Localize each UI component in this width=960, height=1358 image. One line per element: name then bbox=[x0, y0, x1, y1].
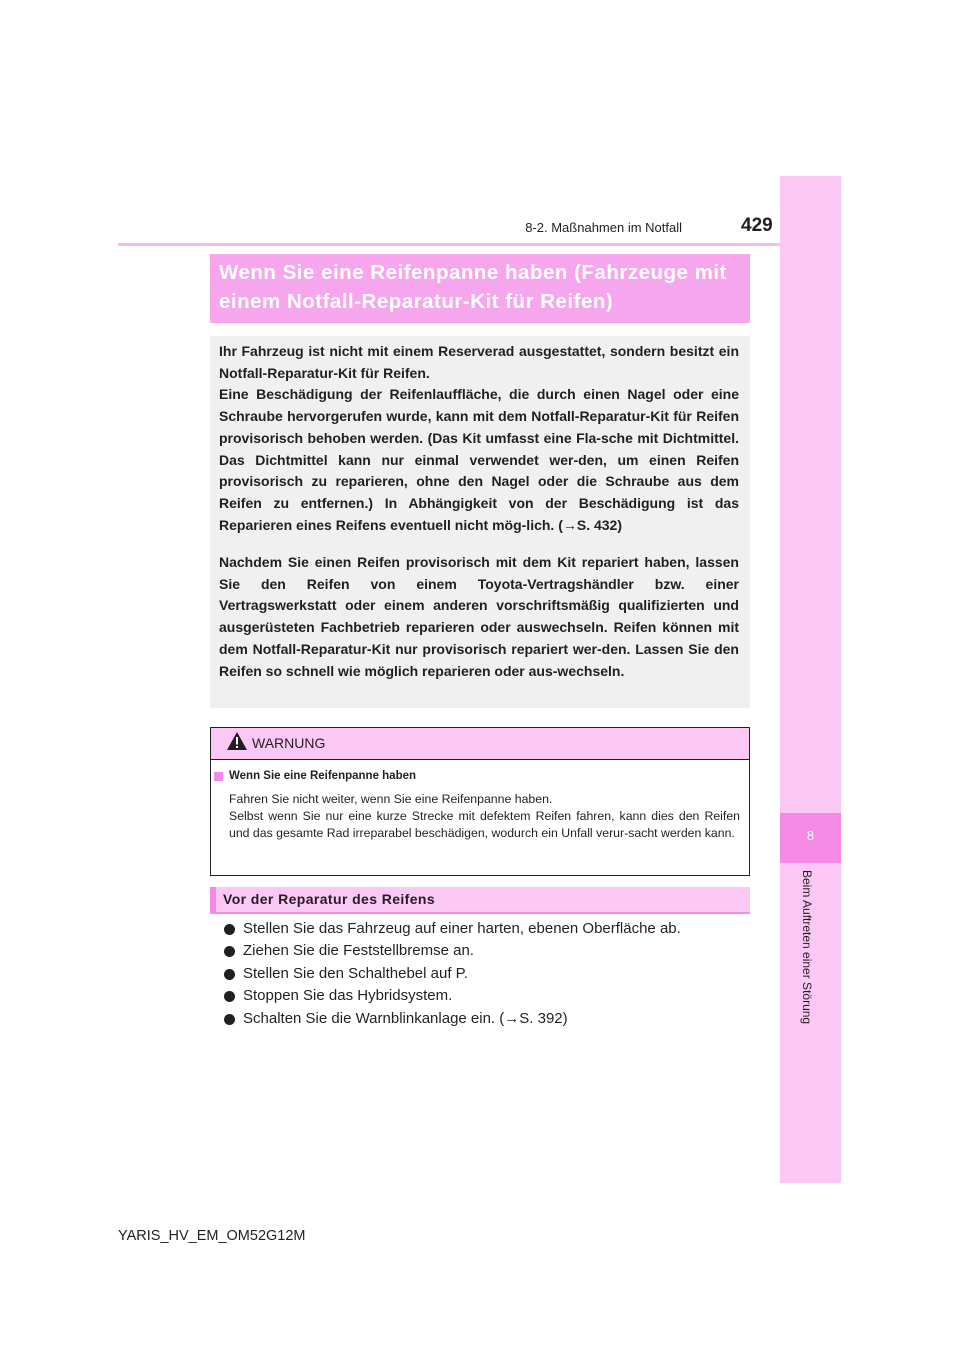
step-item: Stoppen Sie das Hybridsystem. bbox=[243, 987, 453, 1004]
chapter-label-text: Beim Auftreten einer Störung bbox=[800, 870, 814, 1025]
warning-header-rule bbox=[211, 759, 749, 760]
page-number: 429 bbox=[741, 215, 773, 236]
chapter-number: 8 bbox=[806, 828, 815, 843]
subsection-rule bbox=[210, 912, 750, 914]
warning-paragraph-2: Selbst wenn Sie nur eine kurze Strecke mit defektem Reifen fahren, kann dies den Reifen und das gesamte Rad irreparabel beschädigen, wodurch ein Unfall verur-sacht werden kann. bbox=[229, 809, 740, 840]
section-title: 8-2. Maßnahmen im Notfall bbox=[525, 220, 682, 235]
header-rule bbox=[118, 243, 780, 246]
page-title: Wenn Sie eine Reifenpanne haben (Fahrzeuge mit einem Notfall-Reparatur-Kit für Reifen) bbox=[219, 261, 727, 313]
warning-title: WARNUNG bbox=[252, 735, 326, 751]
subsection-title: Vor der Reparatur des Reifens bbox=[223, 891, 436, 907]
subsection-accent-bar bbox=[210, 887, 216, 912]
document-code: YARIS_HV_EM_OM52G12M bbox=[118, 1228, 306, 1244]
intro-paragraph-1: Ihr Fahrzeug ist nicht mit einem Reserverad ausgestattet, sondern besitzt ein Notfall-Reparatur-Kit für Reifen. Eine Beschädigung der Reifenlauffläche, die durch einen Nagel oder eine Schraube hervorgerufen wurde, kann mit dem Notfall-Reparatur-Kit für Reifen provisorisch behoben werden. (Das Kit umfasst eine Fla-sche mit Dichtmittel. Das Dichtmittel kann nur einmal verwendet wer-den, um einen Reifen provisorisch zu reparieren, ohne den Nagel oder die Schraube aus dem Reifen zu entfernen.) In Abhängigkeit von der Beschädigung ist das Reparieren eines Reifens eventuell nicht mög-lich. (→S. 432) bbox=[219, 343, 739, 533]
bullet-dot-icon bbox=[224, 924, 235, 935]
step-item: Schalten Sie die Warnblinkanlage ein. (→S. 392) bbox=[243, 1010, 568, 1027]
bullet-dot-icon bbox=[224, 946, 235, 957]
warning-subtitle: Wenn Sie eine Reifenpanne haben bbox=[229, 770, 417, 782]
chapter-label bbox=[797, 870, 817, 1050]
warning-paragraph-1: Fahren Sie nicht weiter, wenn Sie eine Reifenpanne haben. bbox=[229, 792, 553, 806]
intro-paragraph-2: Nachdem Sie einen Reifen provisorisch mit dem Kit repariert haben, lassen Sie den Reifen von einem Toyota-Vertragshändler bzw. einer Vertragswerkstatt oder einem anderen vorschriftsmäßig qualifizierten und ausgerüsteten Fachbetrieb reparieren oder auswechseln. Reifen können mit dem Notfall-Reparatur-Kit nur provisorisch repariert wer-den. Lassen Sie den Reifen so schnell wie möglich reparieren oder aus-wechseln. bbox=[219, 554, 739, 679]
step-item: Ziehen Sie die Feststellbremse an. bbox=[243, 942, 474, 959]
bullet-dot-icon bbox=[224, 969, 235, 980]
step-item: Stellen Sie das Fahrzeug auf einer harten, ebenen Oberfläche ab. bbox=[243, 920, 681, 937]
warning-triangle-icon bbox=[226, 731, 248, 751]
bullet-dot-icon bbox=[224, 991, 235, 1002]
bullet-dot-icon bbox=[224, 1014, 235, 1025]
step-item: Stellen Sie den Schalthebel auf P. bbox=[243, 965, 468, 982]
square-bullet-icon bbox=[214, 772, 223, 781]
